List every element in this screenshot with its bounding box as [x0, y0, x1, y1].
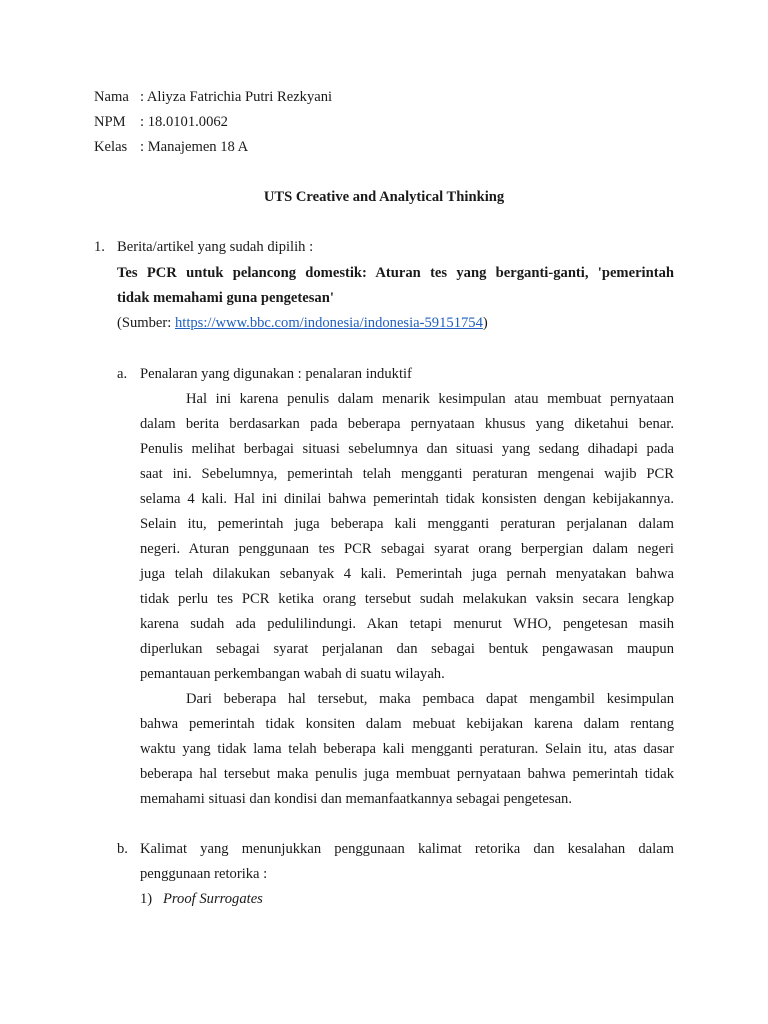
part-a-heading: Penalaran yang digunakan : penalaran induktif — [140, 366, 412, 382]
paragraph-line: memahami situasi dan kondisi dan memanfaatkannya sebagai pengetesan. — [140, 791, 572, 807]
article-title-line2: tidak memahami guna pengetesan' — [117, 290, 334, 306]
source-prefix: (Sumber: — [117, 315, 175, 331]
part-b-line1: Kalimat yang menunjukkan penggunaan kalimat retorika dan kesalahan dalam — [140, 841, 674, 857]
nama-label: Nama — [94, 89, 129, 105]
document-title: UTS Creative and Analytical Thinking — [263, 189, 505, 205]
source-link[interactable]: https://www.bbc.com/indonesia/indonesia-59151754 — [174, 315, 483, 331]
section-number: 1. — [94, 239, 105, 255]
npm-label: NPM — [94, 114, 126, 130]
item1-number: 1) — [140, 891, 153, 907]
paragraph-line: Selain itu, pemerintah juga beberapa kali mengganti peraturan perjalanan dalam — [140, 516, 674, 532]
paragraph-line: dalam berita berdasarkan pada beberapa pernyataan khusus yang diketahui benar. — [140, 416, 674, 432]
paragraph-line: saat ini. Sebelumnya, pemerintah telah mengganti peraturan mengenai wajib PCR — [140, 466, 674, 482]
item1-label: Proof Surrogates — [163, 891, 263, 907]
paragraph-line: waktu yang tidak lama telah beberapa kali mengganti peraturan. Selain itu, atas dasar — [140, 741, 674, 757]
paragraph-line: tidak perlu tes PCR ketika orang tersebut sudah melakukan vaksin secara lengkap — [140, 591, 674, 607]
kelas-label: Kelas — [94, 139, 128, 155]
part-a-marker: a. — [117, 366, 128, 382]
section-intro: Berita/artikel yang sudah dipilih : — [117, 239, 314, 255]
paragraph-line: beberapa hal tersebut maka penulis juga membuat pernyataan bahwa pemerintah tidak — [140, 766, 674, 782]
source-line — [117, 314, 488, 332]
paragraph-line: diperlukan sebagai syarat perjalanan dan sebagai bentuk pengawasan maupun — [140, 641, 674, 657]
paragraph-line: selama 4 kali. Hal ini dinilai bahwa pemerintah tidak konsisten dengan kebijakannya. — [140, 491, 674, 507]
paragraph-line: bahwa pemerintah tidak konsiten dalam mebuat kebijakan karena dalam rentang — [140, 716, 674, 732]
paragraph-line: Dari beberapa hal tersebut, maka pembaca dapat mengambil kesimpulan — [186, 691, 674, 707]
paragraph-line: Hal ini karena penulis dalam menarik kesimpulan atau membuat pernyataan — [186, 391, 674, 407]
paragraph-line: karena sudah ada pedulilindungi. Akan tetapi menurut WHO, pengetesan masih — [140, 616, 674, 632]
kelas-value: : Manajemen 18 A — [140, 139, 249, 155]
paragraph-line: juga telah dilakukan sebanyak 4 kali. Pemerintah juga pernah menyatakan bahwa — [140, 566, 674, 582]
source-suffix: ) — [482, 315, 488, 331]
part-b-marker: b. — [117, 841, 128, 857]
article-title-line1: Tes PCR untuk pelancong domestik: Aturan tes yang berganti-ganti, 'pemerintah — [117, 265, 674, 281]
part-b-line2: penggunaan retorika : — [140, 866, 268, 882]
paragraph-line: Penulis melihat berbagai situasi sebelumnya dan situasi yang sedang dihadapi pada — [140, 441, 674, 457]
npm-value: : 18.0101.0062 — [140, 114, 228, 130]
paragraph-line: negeri. Aturan penggunaan tes PCR sebagai syarat orang berpergian dalam negeri — [140, 541, 674, 557]
paragraph-line: pemantauan perkembangan wabah di suatu wilayah. — [140, 666, 445, 682]
nama-value: : Aliyza Fatrichia Putri Rezkyani — [140, 89, 333, 105]
